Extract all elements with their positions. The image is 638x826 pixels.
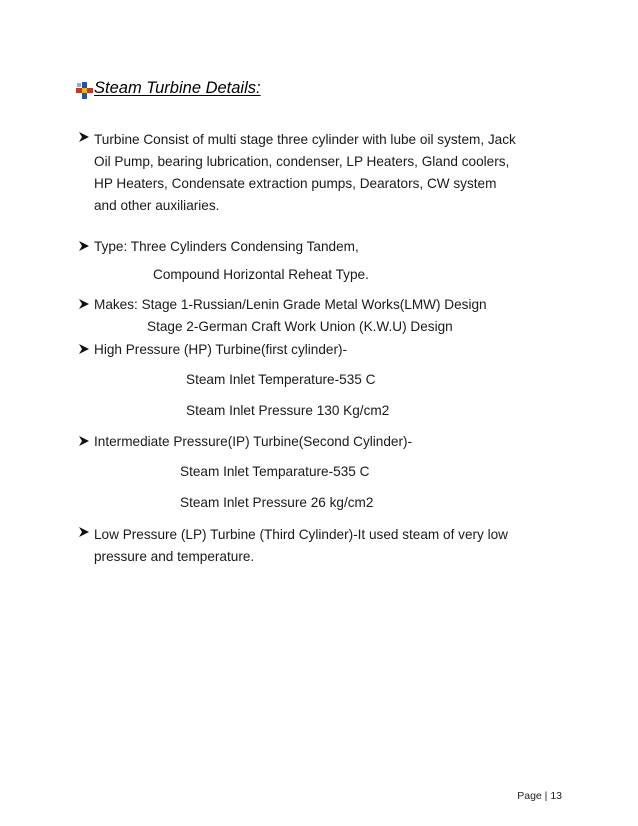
arrow-bullet-icon (78, 131, 90, 143)
list-item (78, 296, 564, 314)
list-item (78, 433, 564, 451)
item-text: Intermediate Pressure(IP) Turbine(Second Cylinder)- (94, 434, 413, 449)
arrow-bullet-icon (78, 240, 90, 252)
list-item (78, 238, 564, 256)
arrow-bullet-icon (78, 526, 90, 538)
plus-bullet-icon (76, 82, 93, 99)
section-heading (76, 78, 261, 99)
arrow-bullet-icon (78, 298, 90, 310)
list-item (78, 129, 564, 217)
item-text-line: HP Heaters, Condensate extraction pumps, Dearators, CW system (94, 176, 497, 191)
item-text-line: and other auxiliaries. (94, 198, 220, 213)
item-text: Makes: Stage 1-Russian/Lenin Grade Metal Works(LMW) Design (94, 297, 487, 312)
item-subline: Stage 2-German Craft Work Union (K.W.U) Design (147, 319, 453, 334)
item-subline: Steam Inlet Temperature-535 C (186, 372, 376, 387)
list-item (78, 524, 564, 568)
arrow-bullet-icon (78, 343, 90, 355)
list-item (78, 341, 564, 359)
item-subline: Compound Horizontal Reheat Type. (153, 267, 369, 282)
item-text-line: Oil Pump, bearing lubrication, condenser, LP Heaters, Gland coolers, (94, 154, 510, 169)
item-text-line: Turbine Consist of multi stage three cylinder with lube oil system, Jack (94, 132, 516, 147)
item-subline: Steam Inlet Pressure 26 kg/cm2 (180, 495, 374, 510)
item-text: Type: Three Cylinders Condensing Tandem, (94, 239, 359, 254)
item-subline: Steam Inlet Temparature-535 C (180, 464, 370, 479)
item-text: High Pressure (HP) Turbine(first cylinder)- (94, 342, 348, 357)
arrow-bullet-icon (78, 435, 90, 447)
page-number: Page | 13 (517, 790, 562, 802)
item-subline: Steam Inlet Pressure 130 Kg/cm2 (186, 403, 390, 418)
item-text-line: pressure and temperature. (94, 549, 255, 564)
item-text-line: Low Pressure (LP) Turbine (Third Cylinder)-It used steam of very low (94, 527, 508, 542)
section-title: Steam Turbine Details: (94, 79, 261, 97)
